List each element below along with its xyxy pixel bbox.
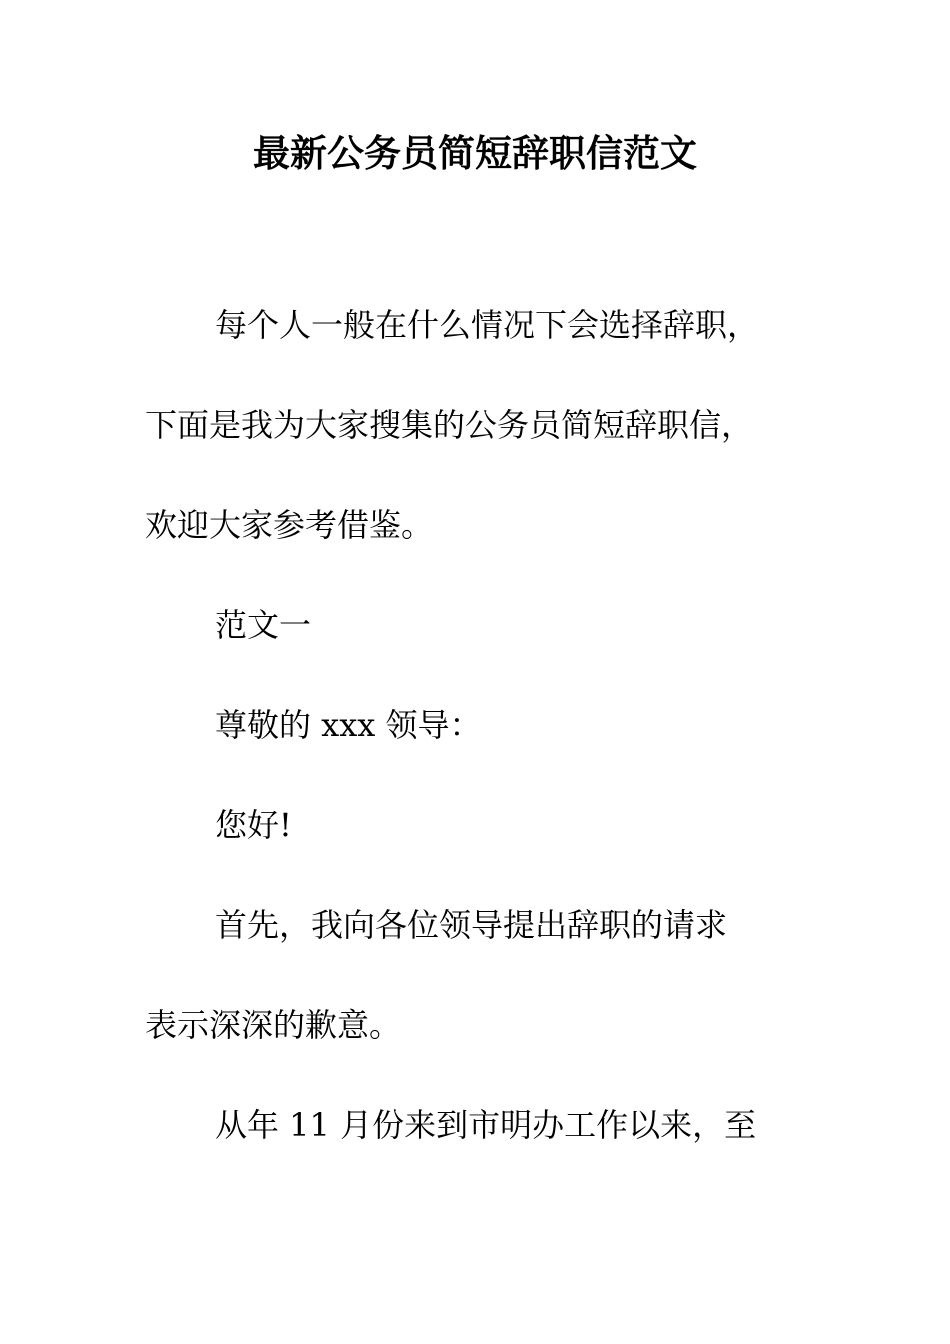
body-line-9: 从年 11 月份来到市明办工作以来，至 bbox=[215, 1106, 757, 1144]
body-line-7: 首先，我向各位领导提出辞职的请求 bbox=[215, 906, 728, 944]
document-title: 最新公务员简短辞职信范文 bbox=[253, 132, 697, 175]
body-line-8: 表示深深的歉意。 bbox=[145, 1006, 402, 1044]
body-line-1: 每个人一般在什么情况下会选择辞职， bbox=[215, 306, 760, 344]
body-line-4: 范文一 bbox=[215, 606, 312, 644]
body-line-5: 尊敬的 xxx 领导： bbox=[215, 706, 482, 744]
body-line-6: 您好! bbox=[215, 806, 292, 844]
document-body bbox=[145, 300, 805, 1200]
body-line-3: 欢迎大家参考借鉴。 bbox=[145, 506, 434, 544]
body-line-2: 下面是我为大家搜集的公务员简短辞职信， bbox=[145, 406, 754, 444]
